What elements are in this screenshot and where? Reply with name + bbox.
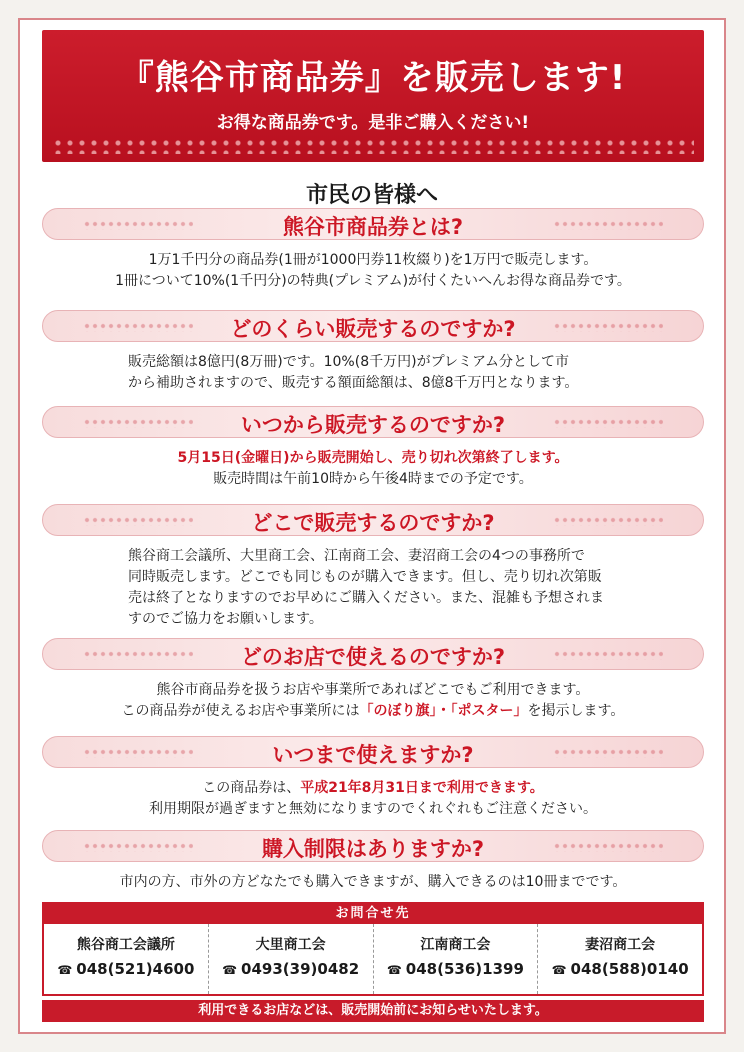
expiry-highlight: 平成21年8月31日まで利用できます。: [300, 780, 544, 796]
section-heading-bar: [42, 406, 704, 438]
body-line: から補助されますので、販売する額面総額は、8億8千万円となります。: [128, 375, 579, 391]
body-line: [42, 701, 704, 722]
section-body: [42, 546, 704, 630]
sale-start-highlight: 5月15日(金曜日)から販売開始し、売り切れ次第終了します。: [177, 450, 569, 466]
section-body: [42, 680, 704, 722]
section-where: [42, 504, 704, 630]
contact-name: 江南商工会: [420, 937, 491, 953]
section-heading-bar: [42, 310, 704, 342]
body-line: [42, 778, 704, 799]
phone-icon: ☎: [386, 963, 402, 977]
section-heading-bar: [42, 736, 704, 768]
section-body: [42, 778, 704, 820]
phone-number: 048(588)0140: [570, 960, 689, 978]
contact-item: [374, 924, 539, 994]
flyer-page: [18, 18, 726, 1034]
section-body: [42, 448, 704, 490]
section-title: どこで販売するのですか?: [251, 511, 495, 535]
footer-notice: 利用できるお店などは、販売開始前にお知らせいたします。: [42, 1000, 704, 1022]
phone-number: 048(536)1399: [405, 960, 524, 978]
phone-icon: ☎: [57, 963, 73, 977]
section-title: どのくらい販売するのですか?: [230, 317, 516, 341]
section-title: 購入制限はありますか?: [261, 837, 485, 861]
section-until-when: [42, 736, 704, 820]
phone-number: 0493(39)0482: [241, 960, 360, 978]
body-line: 市内の方、市外の方どなたでも購入できますが、購入できるのは10冊までです。: [119, 874, 627, 890]
contact-grid: [44, 924, 702, 994]
body-line: 利用期限が過ぎますと無効になりますのでくれぐれもご注意ください。: [149, 801, 597, 817]
page-subtitle: お得な商品券です。是非ご購入ください!: [216, 113, 530, 133]
body-line: 熊谷市商品券を扱うお店や事業所であればどこでもご利用できます。: [156, 682, 590, 698]
contact-name: 大里商工会: [255, 937, 326, 953]
body-line: すのでご協力をお願いします。: [128, 611, 323, 627]
phone-icon: ☎: [551, 963, 567, 977]
contact-heading: お問合せ先: [44, 904, 702, 924]
contact-phone: [44, 960, 208, 978]
contact-name: 熊谷商工会議所: [76, 937, 175, 953]
body-text-segment: この商品券が使えるお店や事業所には: [121, 703, 360, 719]
header-banner: [42, 30, 704, 162]
contact-phone: [374, 960, 538, 978]
body-line: 販売総額は8億円(8万冊)です。10%(8千万円)がプレミアム分として市: [128, 354, 570, 370]
section-title: いつまで使えますか?: [272, 743, 474, 767]
page-title: 『熊谷市商品券』を販売します!: [119, 58, 627, 98]
section-what-is: [42, 208, 704, 292]
body-line: 熊谷商工会議所、大里商工会、江南商工会、妻沼商工会の4つの事務所で: [128, 548, 585, 564]
contact-item: [538, 924, 702, 994]
section-body: [42, 250, 704, 292]
section-which-shops: [42, 638, 704, 722]
section-when: [42, 406, 704, 490]
section-title: 熊谷市商品券とは?: [282, 215, 464, 239]
phone-icon: ☎: [222, 963, 238, 977]
signage-highlight: 「のぼり旗」・「ポスター」: [359, 703, 528, 719]
contact-name: 妻沼商工会: [585, 937, 656, 953]
contact-item: [209, 924, 374, 994]
floral-border-decoration: [52, 138, 694, 154]
body-line: 売は終了となりますのでお早めにご購入ください。また、混雑も予想されま: [128, 590, 604, 606]
section-purchase-limit: [42, 830, 704, 893]
lead-heading: 市民の皆様へ: [305, 183, 438, 208]
section-body: [42, 352, 704, 394]
contact-item: [44, 924, 209, 994]
body-line: 1冊について10%(1千円分)の特典(プレミアム)が付くたいへんお得な商品券です。: [115, 273, 631, 289]
section-how-much: [42, 310, 704, 394]
contact-phone: [538, 960, 702, 978]
section-title: どのお店で使えるのですか?: [240, 645, 506, 669]
body-line: 1万1千円分の商品券(1冊が1000円券11枚綴り)を1万円で販売します。: [148, 252, 598, 268]
section-heading-bar: [42, 208, 704, 240]
body-text-segment: この商品券は、: [202, 780, 301, 796]
contact-phone: [209, 960, 373, 978]
section-heading-bar: [42, 638, 704, 670]
phone-number: 048(521)4600: [76, 960, 195, 978]
section-title: いつから販売するのですか?: [240, 413, 506, 437]
section-heading-bar: [42, 504, 704, 536]
section-heading-bar: [42, 830, 704, 862]
body-line: 同時販売します。どこでも同じものが購入できます。但し、売り切れ次第販: [128, 569, 602, 585]
body-line: 販売時間は午前10時から午後4時までの予定です。: [213, 471, 533, 487]
body-text-segment: を掲示します。: [527, 703, 625, 719]
contact-box: [42, 902, 704, 996]
section-body: [42, 872, 704, 893]
